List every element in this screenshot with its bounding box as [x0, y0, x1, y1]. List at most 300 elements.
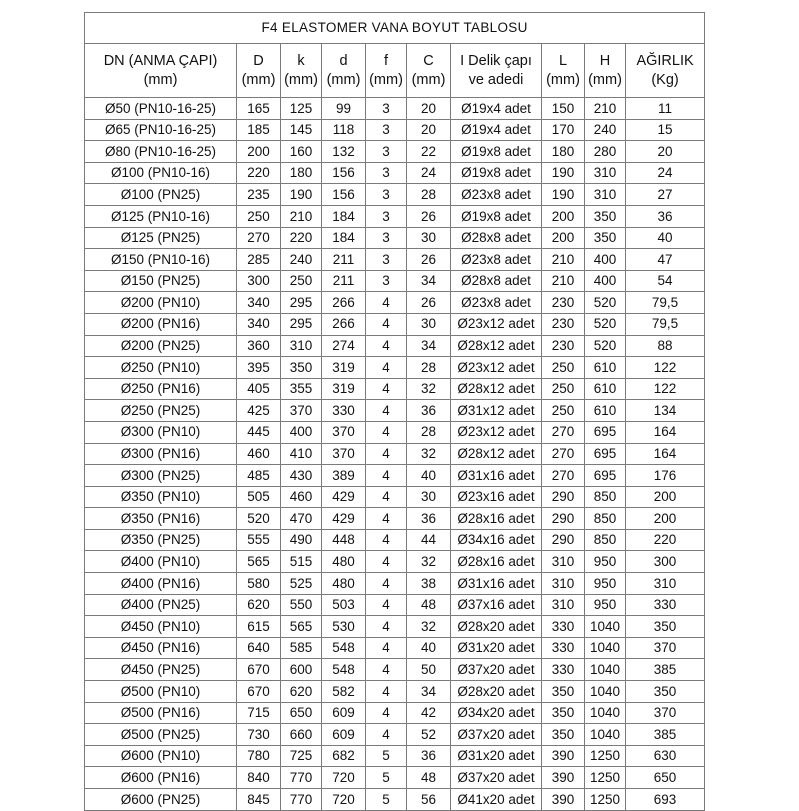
- table-cell: 555: [237, 529, 281, 551]
- table-cell: Ø28x12 adet: [451, 378, 542, 400]
- table-cell: 125: [281, 98, 322, 120]
- table-row: [85, 421, 705, 443]
- table-cell: 682: [322, 745, 366, 767]
- table-cell: Ø250 (PN25): [85, 400, 237, 422]
- table-cell: Ø28x8 adet: [451, 270, 542, 292]
- table-cell: Ø28x20 adet: [451, 616, 542, 638]
- table-row: [85, 357, 705, 379]
- table-cell: Ø400 (PN25): [85, 594, 237, 616]
- table-cell: 210: [542, 270, 585, 292]
- table-cell: 695: [585, 465, 626, 487]
- table-cell: Ø31x20 adet: [451, 637, 542, 659]
- table-cell: 390: [542, 767, 585, 789]
- table-cell: 330: [542, 659, 585, 681]
- table-cell: 36: [626, 205, 705, 227]
- table-cell: 610: [585, 378, 626, 400]
- table-cell: 520: [585, 335, 626, 357]
- table-row: [85, 767, 705, 789]
- table-cell: 42: [407, 702, 451, 724]
- table-cell: 350: [542, 724, 585, 746]
- table-cell: Ø350 (PN16): [85, 508, 237, 530]
- table-cell: 118: [322, 119, 366, 141]
- table-cell: 850: [585, 508, 626, 530]
- table-row: [85, 637, 705, 659]
- table-cell: 220: [237, 162, 281, 184]
- table-cell: Ø23x16 adet: [451, 486, 542, 508]
- table-cell: 660: [281, 724, 322, 746]
- table-cell: 430: [281, 465, 322, 487]
- table-cell: 850: [585, 529, 626, 551]
- table-cell: 3: [366, 162, 407, 184]
- header-text: C: [423, 52, 434, 69]
- table-cell: Ø200 (PN10): [85, 292, 237, 314]
- table-cell: 122: [626, 357, 705, 379]
- table-cell: Ø37x20 adet: [451, 724, 542, 746]
- table-cell: 693: [626, 789, 705, 811]
- table-cell: 44: [407, 529, 451, 551]
- table-cell: 3: [366, 205, 407, 227]
- table-cell: 30: [407, 313, 451, 335]
- table-cell: 270: [542, 421, 585, 443]
- table-cell: 164: [626, 443, 705, 465]
- table-row: [85, 681, 705, 703]
- table-cell: 3: [366, 141, 407, 163]
- table-cell: 190: [281, 184, 322, 206]
- table-cell: 389: [322, 465, 366, 487]
- table-cell: 429: [322, 508, 366, 530]
- table-row: [85, 616, 705, 638]
- header-d-outer: [237, 44, 281, 98]
- table-cell: 190: [542, 162, 585, 184]
- table-cell: 520: [237, 508, 281, 530]
- table-cell: 220: [281, 227, 322, 249]
- table-cell: 280: [585, 141, 626, 163]
- header-text: I Delik çapı: [460, 52, 532, 69]
- table-cell: 3: [366, 227, 407, 249]
- table-cell: Ø34x16 adet: [451, 529, 542, 551]
- table-cell: 340: [237, 313, 281, 335]
- table-cell: 230: [542, 335, 585, 357]
- table-cell: 4: [366, 443, 407, 465]
- table-cell: 27: [626, 184, 705, 206]
- table-cell: 609: [322, 702, 366, 724]
- table-cell: 429: [322, 486, 366, 508]
- header-text: (mm): [284, 71, 318, 88]
- table-cell: 22: [407, 141, 451, 163]
- header-l: [542, 44, 585, 98]
- table-cell: Ø250 (PN10): [85, 357, 237, 379]
- table-cell: 620: [237, 594, 281, 616]
- table-cell: 290: [542, 529, 585, 551]
- table-cell: 550: [281, 594, 322, 616]
- table-cell: 610: [585, 400, 626, 422]
- table-cell: 490: [281, 529, 322, 551]
- table-cell: 132: [322, 141, 366, 163]
- table-cell: Ø500 (PN25): [85, 724, 237, 746]
- table-row: [85, 508, 705, 530]
- table-row: [85, 119, 705, 141]
- table-cell: 200: [237, 141, 281, 163]
- table-cell: 79,5: [626, 313, 705, 335]
- table-cell: 330: [542, 637, 585, 659]
- header-text: (mm): [326, 71, 361, 88]
- table-cell: 4: [366, 551, 407, 573]
- table-cell: 4: [366, 702, 407, 724]
- header-text: (mm): [411, 71, 446, 88]
- table-cell: Ø600 (PN10): [85, 745, 237, 767]
- table-cell: 845: [237, 789, 281, 811]
- table-cell: 670: [237, 659, 281, 681]
- table-cell: 274: [322, 335, 366, 357]
- table-cell: 200: [626, 508, 705, 530]
- table-row: [85, 270, 705, 292]
- table-cell: Ø23x12 adet: [451, 313, 542, 335]
- header-f: [366, 44, 407, 98]
- table-cell: 250: [542, 357, 585, 379]
- table-cell: 695: [585, 421, 626, 443]
- table-row: [85, 205, 705, 227]
- table-cell: 184: [322, 227, 366, 249]
- table-cell: 480: [322, 551, 366, 573]
- table-cell: 4: [366, 486, 407, 508]
- table-cell: Ø37x20 adet: [451, 767, 542, 789]
- table-cell: Ø31x16 adet: [451, 465, 542, 487]
- table-cell: 20: [626, 141, 705, 163]
- table-cell: 190: [542, 184, 585, 206]
- table-cell: 350: [585, 205, 626, 227]
- table-cell: 300: [626, 551, 705, 573]
- table-cell: Ø23x8 adet: [451, 184, 542, 206]
- table-cell: Ø19x4 adet: [451, 98, 542, 120]
- table-cell: 310: [542, 594, 585, 616]
- table-cell: 4: [366, 378, 407, 400]
- table-cell: 319: [322, 378, 366, 400]
- table-cell: Ø50 (PN10-16-25): [85, 98, 237, 120]
- table-row: [85, 573, 705, 595]
- table-cell: 270: [542, 443, 585, 465]
- table-cell: Ø28x12 adet: [451, 443, 542, 465]
- table-cell: Ø500 (PN10): [85, 681, 237, 703]
- table-cell: Ø80 (PN10-16-25): [85, 141, 237, 163]
- table-cell: 235: [237, 184, 281, 206]
- table-row: [85, 141, 705, 163]
- table-cell: 285: [237, 249, 281, 271]
- table-cell: 79,5: [626, 292, 705, 314]
- table-cell: 505: [237, 486, 281, 508]
- table-cell: 470: [281, 508, 322, 530]
- table-cell: 395: [237, 357, 281, 379]
- table-cell: 720: [322, 789, 366, 811]
- table-cell: 770: [281, 789, 322, 811]
- table-cell: 548: [322, 637, 366, 659]
- table-cell: Ø100 (PN10-16): [85, 162, 237, 184]
- table-cell: 370: [322, 421, 366, 443]
- table-cell: 582: [322, 681, 366, 703]
- table-cell: 4: [366, 335, 407, 357]
- table-cell: 370: [626, 637, 705, 659]
- table-cell: Ø23x12 adet: [451, 421, 542, 443]
- table-cell: 840: [237, 767, 281, 789]
- table-cell: 1040: [585, 702, 626, 724]
- table-cell: 4: [366, 681, 407, 703]
- table-cell: 200: [626, 486, 705, 508]
- table-cell: 5: [366, 789, 407, 811]
- table-cell: Ø31x16 adet: [451, 573, 542, 595]
- table-cell: Ø41x20 adet: [451, 789, 542, 811]
- table-cell: 4: [366, 594, 407, 616]
- table-cell: 370: [322, 443, 366, 465]
- table-cell: 485: [237, 465, 281, 487]
- table-cell: 180: [281, 162, 322, 184]
- table-cell: 350: [542, 702, 585, 724]
- table-cell: 211: [322, 249, 366, 271]
- table-cell: 32: [407, 551, 451, 573]
- table-cell: Ø23x8 adet: [451, 292, 542, 314]
- table-cell: 390: [542, 789, 585, 811]
- table-cell: 156: [322, 162, 366, 184]
- table-row: [85, 378, 705, 400]
- table-cell: 88: [626, 335, 705, 357]
- header-text: f: [383, 52, 389, 69]
- table-cell: 295: [281, 313, 322, 335]
- table-cell: 565: [281, 616, 322, 638]
- table-row: [85, 465, 705, 487]
- table-cell: 609: [322, 724, 366, 746]
- table-cell: Ø65 (PN10-16-25): [85, 119, 237, 141]
- table-cell: 950: [585, 594, 626, 616]
- table-cell: 1250: [585, 767, 626, 789]
- table-cell: 32: [407, 616, 451, 638]
- table-cell: 32: [407, 443, 451, 465]
- table-cell: 210: [542, 249, 585, 271]
- table-cell: 780: [237, 745, 281, 767]
- table-cell: 4: [366, 357, 407, 379]
- table-cell: 1040: [585, 637, 626, 659]
- table-cell: 40: [407, 637, 451, 659]
- table-cell: 5: [366, 745, 407, 767]
- table-cell: 620: [281, 681, 322, 703]
- table-cell: 615: [237, 616, 281, 638]
- table-cell: Ø19x8 adet: [451, 205, 542, 227]
- header-c: [407, 44, 451, 98]
- table-cell: 950: [585, 551, 626, 573]
- table-row: [85, 184, 705, 206]
- table-cell: 24: [626, 162, 705, 184]
- table-cell: Ø23x8 adet: [451, 249, 542, 271]
- table-row: [85, 724, 705, 746]
- table-cell: 300: [237, 270, 281, 292]
- table-cell: 310: [626, 573, 705, 595]
- table-cell: Ø19x4 adet: [451, 119, 542, 141]
- table-cell: 240: [281, 249, 322, 271]
- table-cell: 520: [585, 313, 626, 335]
- table-cell: 1040: [585, 616, 626, 638]
- table-cell: 1040: [585, 659, 626, 681]
- table-cell: Ø350 (PN10): [85, 486, 237, 508]
- table-cell: 176: [626, 465, 705, 487]
- table-row: [85, 551, 705, 573]
- table-cell: 350: [542, 681, 585, 703]
- table-cell: 28: [407, 357, 451, 379]
- table-cell: Ø28x20 adet: [451, 681, 542, 703]
- table-cell: 20: [407, 119, 451, 141]
- table-cell: 725: [281, 745, 322, 767]
- table-cell: 4: [366, 724, 407, 746]
- table-cell: 11: [626, 98, 705, 120]
- header-text: H: [599, 52, 611, 69]
- header-weight: [626, 44, 705, 98]
- table-cell: Ø500 (PN16): [85, 702, 237, 724]
- table-row: [85, 529, 705, 551]
- table-cell: Ø23x12 adet: [451, 357, 542, 379]
- table-cell: 319: [322, 357, 366, 379]
- table-cell: 32: [407, 378, 451, 400]
- table-cell: 56: [407, 789, 451, 811]
- table-cell: 640: [237, 637, 281, 659]
- header-d: [322, 44, 366, 98]
- table-cell: Ø450 (PN25): [85, 659, 237, 681]
- table-cell: 290: [542, 508, 585, 530]
- table-cell: 695: [585, 443, 626, 465]
- table-cell: 3: [366, 270, 407, 292]
- table-cell: 350: [626, 681, 705, 703]
- table-cell: 184: [322, 205, 366, 227]
- table-cell: 565: [237, 551, 281, 573]
- table-cell: 4: [366, 659, 407, 681]
- table-cell: 730: [237, 724, 281, 746]
- table-cell: 30: [407, 486, 451, 508]
- header-text: (mm): [546, 71, 580, 88]
- table-cell: Ø34x20 adet: [451, 702, 542, 724]
- table-cell: 950: [585, 573, 626, 595]
- table-cell: 3: [366, 119, 407, 141]
- table-cell: Ø600 (PN16): [85, 767, 237, 789]
- table-cell: Ø28x16 adet: [451, 508, 542, 530]
- header-hole: [451, 44, 542, 98]
- table-cell: 310: [585, 162, 626, 184]
- table-cell: 26: [407, 249, 451, 271]
- table-cell: 370: [281, 400, 322, 422]
- table-cell: 47: [626, 249, 705, 271]
- table-cell: 4: [366, 465, 407, 487]
- table-cell: 330: [542, 616, 585, 638]
- table-row: [85, 789, 705, 811]
- table-cell: 164: [626, 421, 705, 443]
- table-cell: 48: [407, 594, 451, 616]
- table-cell: Ø37x16 adet: [451, 594, 542, 616]
- table-cell: 38: [407, 573, 451, 595]
- table-cell: 250: [542, 378, 585, 400]
- table-cell: 310: [585, 184, 626, 206]
- table-cell: Ø600 (PN25): [85, 789, 237, 811]
- table-cell: 4: [366, 573, 407, 595]
- table-cell: 4: [366, 616, 407, 638]
- header-text: L: [558, 52, 568, 69]
- table-cell: Ø37x20 adet: [451, 659, 542, 681]
- table-cell: 180: [542, 141, 585, 163]
- table-cell: Ø19x8 adet: [451, 162, 542, 184]
- table-cell: 15: [626, 119, 705, 141]
- table-cell: Ø200 (PN25): [85, 335, 237, 357]
- table-cell: 385: [626, 724, 705, 746]
- table-cell: 310: [542, 573, 585, 595]
- table-cell: Ø300 (PN10): [85, 421, 237, 443]
- table-cell: 715: [237, 702, 281, 724]
- header-text: AĞIRLIK: [636, 52, 694, 69]
- table-cell: 145: [281, 119, 322, 141]
- table-cell: 330: [626, 594, 705, 616]
- table-cell: 610: [585, 357, 626, 379]
- table-cell: Ø150 (PN10-16): [85, 249, 237, 271]
- table-cell: 405: [237, 378, 281, 400]
- table-cell: 3: [366, 98, 407, 120]
- table-cell: Ø450 (PN16): [85, 637, 237, 659]
- table-cell: 134: [626, 400, 705, 422]
- table-cell: 20: [407, 98, 451, 120]
- header-k: [281, 44, 322, 98]
- table-cell: 530: [322, 616, 366, 638]
- table-row: [85, 98, 705, 120]
- table-cell: 1250: [585, 789, 626, 811]
- table-cell: 410: [281, 443, 322, 465]
- table-cell: 210: [281, 205, 322, 227]
- table-cell: 515: [281, 551, 322, 573]
- table-cell: 600: [281, 659, 322, 681]
- table-cell: 350: [585, 227, 626, 249]
- table-cell: 480: [322, 573, 366, 595]
- table-cell: 350: [626, 616, 705, 638]
- table-cell: Ø28x8 adet: [451, 227, 542, 249]
- table-cell: Ø28x12 adet: [451, 335, 542, 357]
- table-cell: 650: [281, 702, 322, 724]
- table-cell: 1040: [585, 724, 626, 746]
- table-cell: 650: [626, 767, 705, 789]
- table-cell: 150: [542, 98, 585, 120]
- header-text: (Kg): [651, 71, 679, 88]
- table-cell: 1040: [585, 681, 626, 703]
- table-cell: 400: [585, 249, 626, 271]
- table-cell: 4: [366, 292, 407, 314]
- table-cell: 99: [322, 98, 366, 120]
- table-row: [85, 335, 705, 357]
- table-cell: 250: [542, 400, 585, 422]
- table-cell: Ø300 (PN16): [85, 443, 237, 465]
- table-cell: 1250: [585, 745, 626, 767]
- table-cell: 160: [281, 141, 322, 163]
- table-cell: 211: [322, 270, 366, 292]
- table-cell: 3: [366, 249, 407, 271]
- table-cell: Ø28x16 adet: [451, 551, 542, 573]
- header-text: k: [297, 52, 305, 69]
- table-cell: 270: [542, 465, 585, 487]
- header-text: (mm): [588, 71, 622, 88]
- table-cell: 4: [366, 421, 407, 443]
- table-cell: 580: [237, 573, 281, 595]
- table-cell: 390: [542, 745, 585, 767]
- header-text: D: [253, 52, 264, 69]
- table-cell: 26: [407, 292, 451, 314]
- table-cell: 200: [542, 227, 585, 249]
- header-text: (mm): [241, 71, 276, 88]
- table-cell: 250: [237, 205, 281, 227]
- table-cell: 165: [237, 98, 281, 120]
- table-cell: 548: [322, 659, 366, 681]
- table-cell: 50: [407, 659, 451, 681]
- table-cell: 122: [626, 378, 705, 400]
- table-cell: 400: [281, 421, 322, 443]
- table-cell: 40: [626, 227, 705, 249]
- table-cell: 585: [281, 637, 322, 659]
